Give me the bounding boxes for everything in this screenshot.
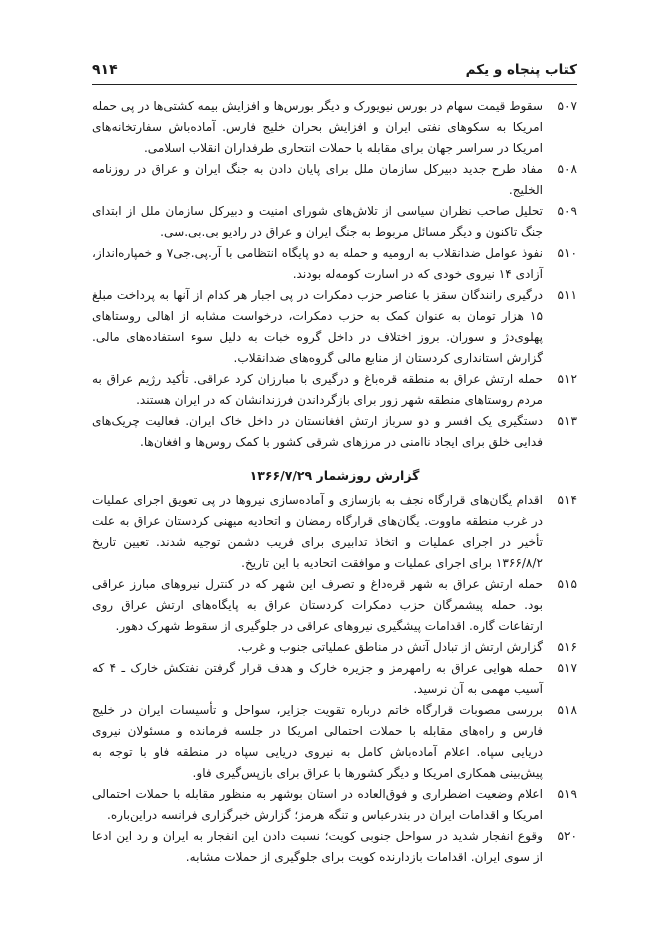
entry-text: حمله ارتش عراق به منطقه قره‌باغ و درگیری با مبارزان کرد عراقی. تأکید رژیم عراق به مردم روستاهای منطقه شهر زور برای بازگرداندن فرزندانشان که در ایران هستند. <box>92 372 543 407</box>
list-item-520 <box>92 826 577 868</box>
entry-text: حمله هوایی عراق به رامهرمز و جزیره خارک و هدف قرار گرفتن نفتکش خارک ـ ۴ که آسیب مهمی به آن نرسید. <box>92 661 543 696</box>
list-item-519 <box>92 784 577 826</box>
list-item-513 <box>92 411 577 453</box>
list-item-518 <box>92 700 577 784</box>
entries-list <box>92 96 577 868</box>
entry-text: نفوذ عوامل ضدانقلاب به ارومیه و حمله به دو پایگاه انتظامی با آر.پی.جی۷ و خمپاره‌انداز، آزادی ۱۴ نیروی خودی که در اسارت کومه‌له بودند. <box>92 246 543 281</box>
list-item-508 <box>92 159 577 201</box>
list-item-509 <box>92 201 577 243</box>
entry-number: ۵۱۵ <box>557 577 577 591</box>
entry-number: ۵۱۲ <box>557 372 577 386</box>
page-number: ۹۱۴ <box>92 62 118 78</box>
list-item-516 <box>92 637 577 658</box>
entry-text: حمله ارتش عراق به شهر قره‌داغ و تصرف این شهر که در کنترل نیروهای مبارز عراقی بود. حمله پیشمرگان حزب دمکرات کردستان عراق به پایگاه‌های ارتش عراق روی ارتفاعات گاره. اقدامات پیشگیری نیروهای عراقی در جلوگیری از سقوط شهرک دهور. <box>92 577 543 633</box>
entry-text: گزارش ارتش از تبادل آتش در مناطق عملیاتی جنوب و غرب. <box>237 640 543 654</box>
page-header <box>92 58 577 85</box>
entry-number: ۵۱۷ <box>557 661 577 675</box>
list-item-512 <box>92 369 577 411</box>
entry-number: ۵۱۹ <box>557 787 577 801</box>
entry-number: ۵۱۸ <box>557 703 577 717</box>
entry-text: سقوط قیمت سهام در بورس نیویورک و دیگر بورس‌ها و افزایش بیمه کشتی‌ها در پی حمله امریکا به سکوهای نفتی ایران و افزایش بحران خلیج فارس. آماده‌باش سفارتخانه‌های امریکا در سراسر جهان برای مقابله با حملات انتحاری طرفداران انقلاب اسلامی. <box>92 99 543 155</box>
list-item-517 <box>92 658 577 700</box>
section-heading: گزارش روزشمار ۱۳۶۶/۷/۲۹ <box>249 468 420 483</box>
list-item-515 <box>92 574 577 637</box>
entry-number: ۵۱۴ <box>557 493 577 507</box>
entry-number: ۵۱۳ <box>557 414 577 428</box>
entry-text: اعلام وضعیت اضطراری و فوق‌العاده در استان بوشهر به منظور مقابله با حملات احتمالی امریکا و اقدامات ایران در بندرعباس و تنگه هرمز؛ گزارش خبرگزاری فرانسه دراین‌باره. <box>92 787 543 822</box>
entry-text: دستگیری یک افسر و دو سرباز ارتش افغانستان در داخل خاک ایران. فعالیت چریک‌های فدایی خلق برای ایجاد ناامنی در مرزهای شرقی کشور با کمک روس‌ها و افغان‌ها. <box>92 414 543 449</box>
list-item-507 <box>92 96 577 159</box>
list-item-510 <box>92 243 577 285</box>
entry-text: اقدام یگان‌های قرارگاه نجف به بازسازی و آماده‌سازی نیروها در پی تعویق اجرای عملیات در غرب منطقه ماووت. یگان‌های قرارگاه رمضان و اتحادیه میهنی کردستان عراق به علت تأخیر در اجرای عملیات و اتخاذ تدابیری برای فریب دشمن توجیه شدند. تعیین تاریخ ۱۳۶۶/۸/۲ برای اجرای عملیات و موافقت اتحادیه با این تاریخ. <box>92 493 543 570</box>
entry-number: ۵۱۰ <box>557 246 577 260</box>
list-item-511 <box>92 285 577 369</box>
entry-number: ۵۰۷ <box>557 99 577 113</box>
entry-number: ۵۲۰ <box>557 829 577 843</box>
entry-text: تحلیل صاحب نظران سیاسی از تلاش‌های شورای امنیت و دبیرکل سازمان ملل از ابتدای جنگ تاکنون و دیگر مسائل مربوط به جنگ ایران و عراق در رادیو بی.بی.سی. <box>92 204 543 239</box>
entry-text: مفاد طرح جدید دبیرکل سازمان ملل برای پایان دادن به جنگ ایران و عراق در روزنامه الخلیج. <box>92 162 543 197</box>
entry-number: ۵۰۹ <box>557 204 577 218</box>
entry-number: ۵۱۱ <box>557 288 577 302</box>
list-item-514 <box>92 490 577 574</box>
entry-number: ۵۰۸ <box>557 162 577 176</box>
entry-text: بررسی مصوبات قرارگاه خاتم درباره تقویت جزایر، سواحل و تأسیسات ایران در خلیج فارس و راه‌های مقابله با حملات احتمالی امریکا در جلسه فرمانده و مسئولان نیروی دریایی سپاه. اعلام آماده‌باش کامل به نیروی دریایی سپاه در منطقه فاو با توجه به پیش‌بینی همکاری امریکا و دیگر کشورها با عراق برای بازپس‌گیری فاو. <box>92 703 543 780</box>
entry-text: وقوع انفجار شدید در سواحل جنوبی کویت؛ نسبت دادن این انفجار به ایران و رد این ادعا از سوی ایران. اقدامات بازدارنده کویت برای جلوگیری از حملات مشابه. <box>92 829 543 864</box>
book-title: کتاب پنجاه و یکم <box>465 62 577 78</box>
entry-number: ۵۱۶ <box>557 640 577 654</box>
entry-text: درگیری رانندگان سقز با عناصر حزب دمکرات در پی اجبار هر کدام از آنها به پرداخت مبلغ ۱۵ هزار تومان به عنوان کمک به حزب دمکرات، درخواست مشابه از اهالی روستاهای پهلوی‌دژ و سوران. بروز اختلاف در داخل گروه خبات به دلیل سوء استفاده‌های مالی. گزارش استانداری کردستان از منابع مالی گروه‌های ضدانقلاب. <box>92 288 543 365</box>
